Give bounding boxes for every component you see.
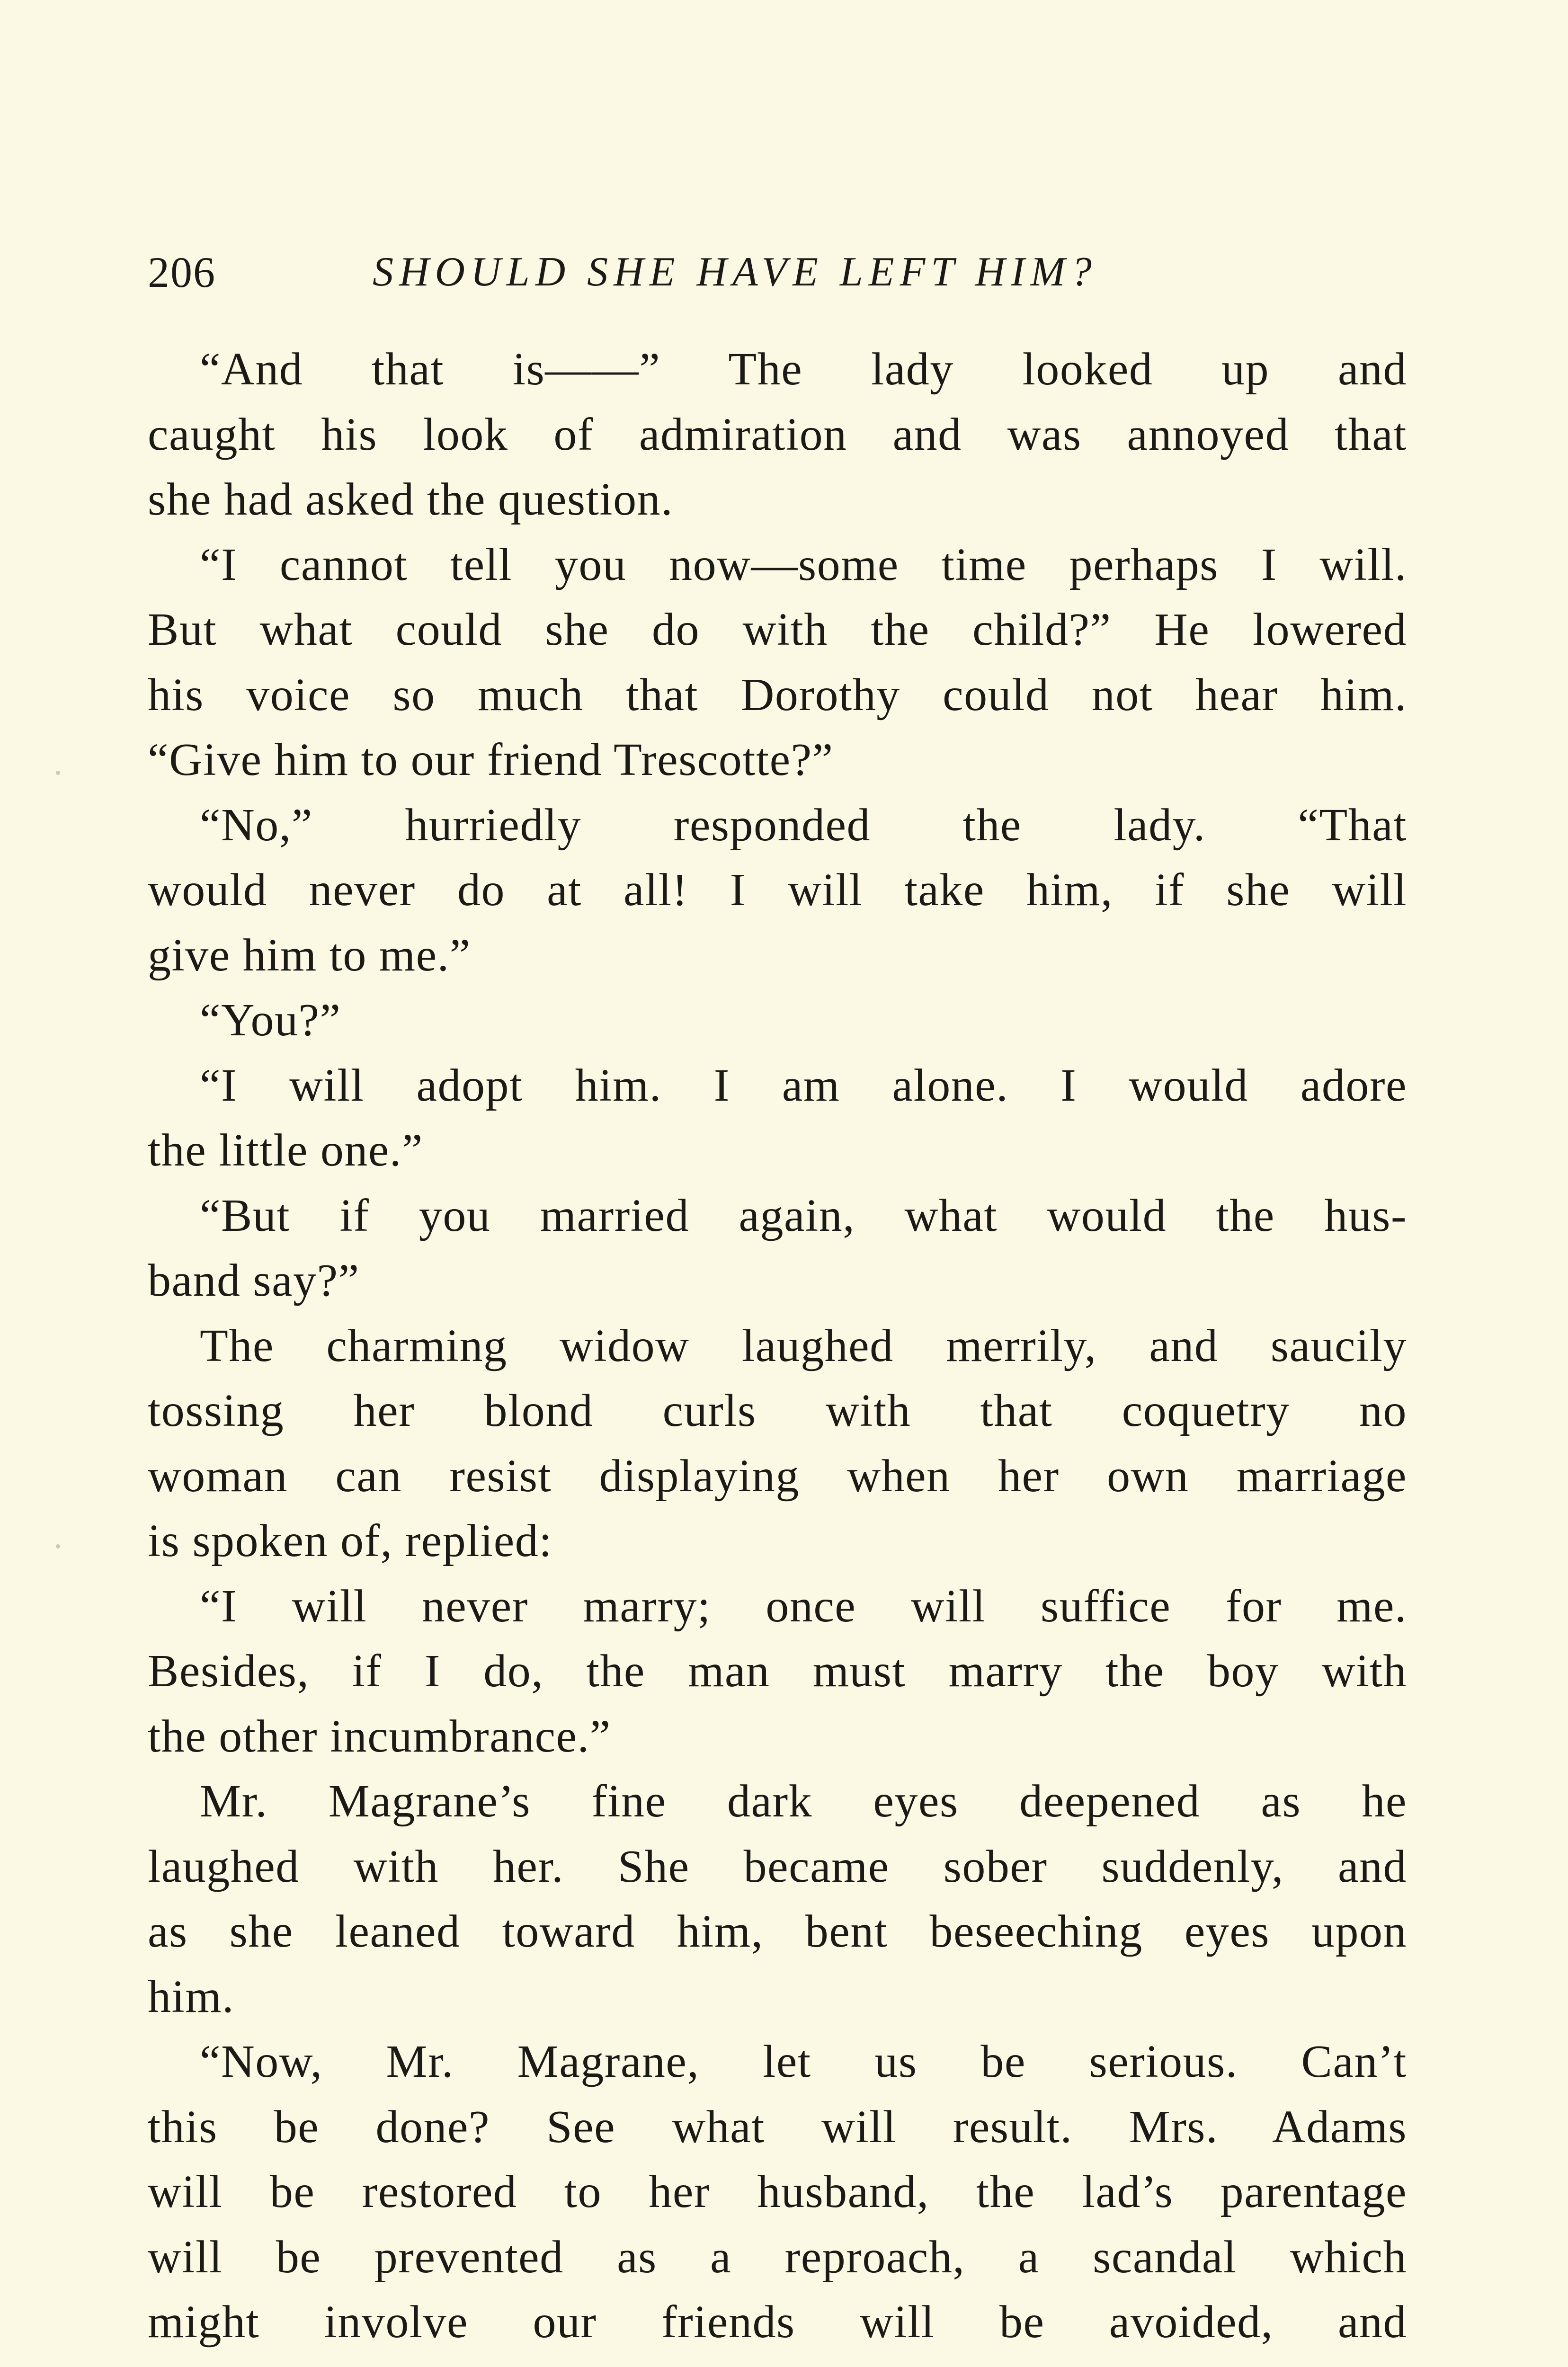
text-line: his voice so much that Dorothy could not hear him. xyxy=(148,669,1407,721)
paper-speck xyxy=(56,1544,60,1548)
text-line: the little one.” xyxy=(148,1125,423,1176)
text-line: would never do at all! I will take him, if she will xyxy=(148,864,1407,916)
text-line: laughed with her. She became sober suddenly, and xyxy=(148,1841,1407,1892)
text-line: caught his look of admiration and was annoyed that xyxy=(148,409,1407,460)
text-line: “Now, Mr. Magrane, let us be serious. Can’t xyxy=(200,2036,1407,2087)
text-line: Besides, if I do, the man must marry the boy with xyxy=(148,1646,1407,1697)
text-line: tossing her blond curls with that coquetry no xyxy=(148,1385,1407,1436)
running-title: SHOULD SHE HAVE LEFT HIM? xyxy=(373,249,1097,295)
text-line: give him to me.” xyxy=(148,929,471,981)
text-line: The charming widow laughed merrily, and saucily xyxy=(200,1320,1407,1371)
text-line: “No,” hurriedly responded the lady. “That xyxy=(200,799,1407,851)
text-line: “I will never marry; once will suffice for me. xyxy=(200,1580,1407,1632)
text-line: band say?” xyxy=(148,1255,360,1306)
text-line: Mr. Magrane’s fine dark eyes deepened as he xyxy=(200,1776,1407,1827)
text-line: “But if you married again, what would the hus- xyxy=(200,1190,1407,1241)
text-line: the other incumbrance.” xyxy=(148,1710,611,1762)
text-line: woman can resist displaying when her own marriage xyxy=(148,1450,1407,1502)
running-head xyxy=(148,239,1407,305)
text-line: “And that is——” The lady looked up and xyxy=(200,344,1407,395)
text-line: as she leaned toward him, bent beseeching eyes upon xyxy=(148,1906,1407,1957)
text-line: will be restored to her husband, the lad’s parentage xyxy=(148,2166,1407,2217)
body-text xyxy=(148,337,1407,2355)
text-line: “Give him to our friend Trescotte?” xyxy=(148,734,834,785)
text-line: “You?” xyxy=(200,995,341,1046)
text-line: might involve our friends will be avoided, and xyxy=(148,2296,1407,2348)
text-line: she had asked the question. xyxy=(148,474,674,525)
text-line: this be done? See what will result. Mrs. Adams xyxy=(148,2101,1407,2153)
text-line: him. xyxy=(148,1971,234,2022)
text-line: But what could she do with the child?” He lowered xyxy=(148,604,1407,655)
text-line: “I will adopt him. I am alone. I would adore xyxy=(200,1059,1407,1111)
text-line: will be prevented as a reproach, a scandal which xyxy=(148,2231,1407,2283)
text-line: “I cannot tell you now—some time perhaps I will. xyxy=(200,539,1407,590)
paper-speck xyxy=(56,771,60,775)
page-number: 206 xyxy=(148,248,216,296)
text-line: is spoken of, replied: xyxy=(148,1515,552,1566)
